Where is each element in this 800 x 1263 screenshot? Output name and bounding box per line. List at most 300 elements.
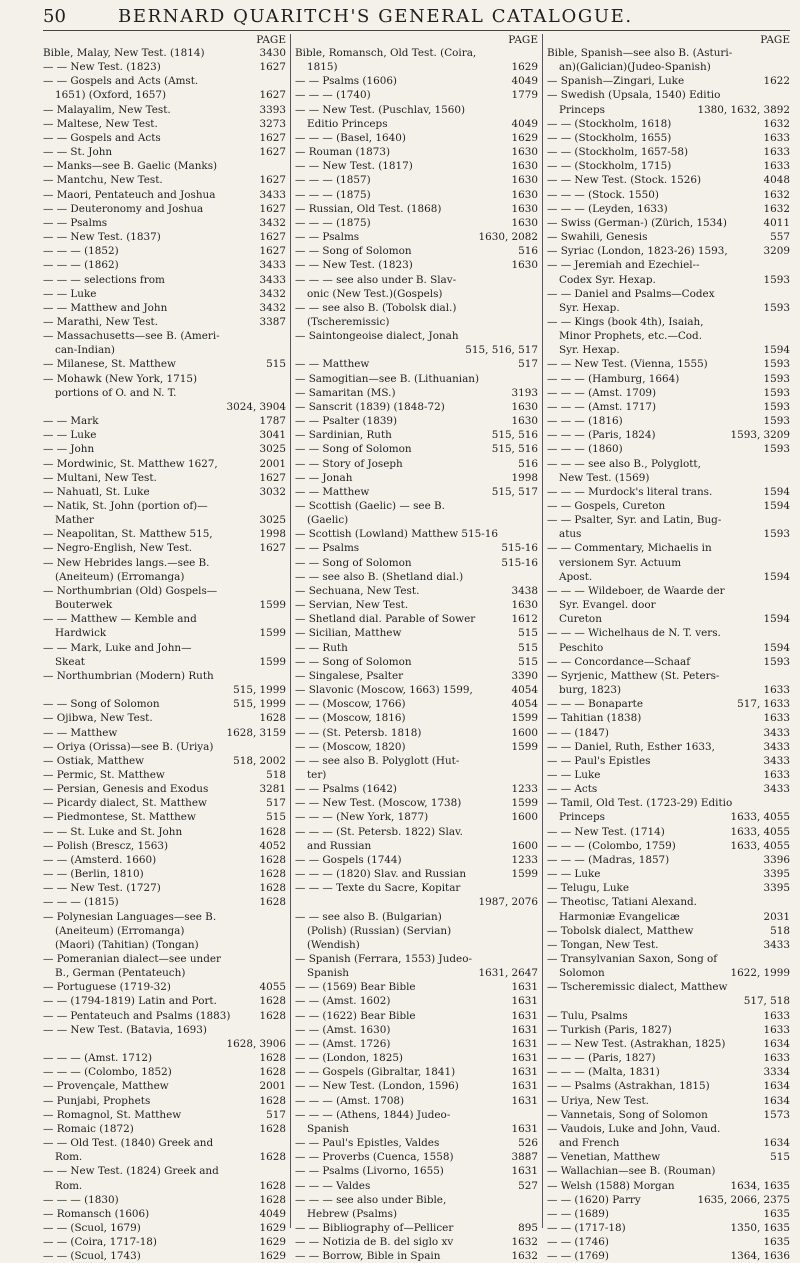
catalogue-entry — [295, 641, 538, 655]
catalogue-entry — [295, 1094, 538, 1108]
entry-page-ref: 1593 — [763, 415, 790, 428]
entry-text: — — — (Colombo, 1852) — [43, 1066, 172, 1079]
entry-text: Princeps — [559, 811, 605, 824]
entry-page-ref: 516 — [518, 245, 538, 258]
entry-text: — — — (Colombo, 1759) — [547, 839, 676, 852]
catalogue-entry — [295, 1207, 538, 1221]
entry-page-ref: 3025 — [259, 514, 286, 527]
catalogue-entry — [547, 315, 790, 329]
entry-page-ref — [787, 1164, 790, 1178]
catalogue-entry — [43, 103, 286, 117]
entry-text: — — Commentary, Michaelis in — [547, 542, 712, 555]
catalogue-entry — [295, 273, 538, 287]
catalogue-entry — [43, 145, 286, 159]
entry-text: — Northumbrian (Modern) Ruth — [43, 669, 214, 682]
entry-text: Bible, Spanish—see also B. (Asturi- — [547, 47, 733, 59]
entry-page-ref: 1593, 3209 — [730, 429, 790, 442]
entry-text: — — — (Amst. 1717) — [547, 400, 657, 413]
catalogue-entry — [43, 1094, 286, 1108]
catalogue-entry — [295, 117, 538, 131]
catalogue-entry — [295, 541, 538, 555]
entry-page-ref: 1629 — [259, 1236, 286, 1249]
catalogue-entry — [43, 216, 286, 230]
entry-text: — Syriac (London, 1823-26) 1593, — [547, 245, 728, 258]
entry-text: — — (1794-1819) Latin and Port. — [43, 995, 217, 1008]
entry-text: — — — (Athens, 1844) Judeo- — [295, 1108, 451, 1121]
entry-text: — — Luke — [43, 287, 97, 300]
page-title: BERNARD QUARITCH'S GENERAL CATALOGUE. — [118, 6, 633, 27]
entry-text: — Pomeranian dialect—see under — [43, 953, 222, 965]
entry-page-ref: 1987, 2076 — [478, 896, 538, 909]
catalogue-entry — [547, 641, 790, 655]
entry-page-ref — [283, 641, 286, 655]
catalogue-entry — [547, 301, 790, 315]
catalogue-entry — [295, 471, 538, 485]
catalogue-entry — [43, 626, 286, 640]
entry-page-ref: 515-16 — [501, 542, 538, 555]
page-header — [0, 0, 800, 36]
catalogue-entry — [547, 329, 790, 343]
entry-text: — — — (Amst. 1708) — [295, 1094, 405, 1107]
entry-text: — New Hebrides langs.—see B. — [43, 556, 210, 569]
entry-text: portions of O. and N. T. — [55, 386, 177, 399]
entry-text: — — St. John — [43, 146, 113, 159]
entry-page-ref: 3887 — [511, 1151, 538, 1164]
catalogue-entry — [295, 159, 538, 173]
catalogue-entry — [295, 669, 538, 683]
entry-text: — — — (1862) — [43, 259, 119, 272]
catalogue-entry — [295, 357, 538, 371]
entry-text: — — New Test. (Astrakhan, 1825) — [547, 1037, 726, 1050]
catalogue-entry — [295, 230, 538, 244]
entry-page-ref: 3432 — [259, 216, 286, 229]
catalogue-entry — [43, 315, 286, 329]
entry-text: — Theotisc, Tatiani Alexand. — [547, 896, 697, 909]
entry-text: — — New Test. (1714) — [547, 825, 665, 838]
catalogue-entry — [547, 159, 790, 173]
catalogue-entry — [43, 910, 286, 924]
entry-page-ref: 1627 — [259, 131, 286, 144]
entry-page-ref: 1628 — [259, 1009, 286, 1022]
entry-page-ref — [283, 966, 286, 980]
catalogue-entry — [547, 1023, 790, 1037]
catalogue-entry — [295, 513, 538, 527]
catalogue-entry — [295, 825, 538, 839]
catalogue-entry — [295, 867, 538, 881]
entry-text: — — New Test. (London, 1596) — [295, 1080, 459, 1093]
catalogue-entry — [43, 655, 286, 669]
catalogue-entry — [295, 428, 538, 442]
entry-page-ref: 1631 — [511, 1037, 538, 1050]
entry-page-ref: 1593 — [763, 655, 790, 668]
entry-page-ref: 518 — [266, 768, 286, 781]
entry-page-ref: 1633, 4055 — [730, 839, 790, 852]
entry-page-ref — [283, 499, 286, 513]
entry-page-ref: 3041 — [259, 429, 286, 442]
catalogue-entry — [547, 867, 790, 881]
entry-text: — — (1622) Bear Bible — [295, 1009, 416, 1022]
entry-page-ref: 1594 — [763, 344, 790, 357]
catalogue-entry — [295, 386, 538, 400]
entry-page-ref: 557 — [770, 231, 790, 244]
entry-page-ref — [283, 924, 286, 938]
entry-text: — Rouman (1873) — [295, 146, 391, 159]
catalogue-entry — [43, 697, 286, 711]
entry-page-ref: 1628 — [259, 995, 286, 1008]
entry-text: — — (Amst. 1602) — [295, 995, 391, 1008]
entry-text: New Test. (1569) — [559, 471, 650, 484]
entry-page-ref: 1627 — [259, 471, 286, 484]
entry-page-ref — [283, 74, 286, 88]
entry-page-ref: 1599 — [259, 599, 286, 612]
entry-text: Harmoniæ Evangelicæ — [559, 910, 680, 923]
entry-page-ref: 1630 — [511, 216, 538, 229]
entry-page-ref: 515, 516, 517 — [465, 344, 538, 357]
entry-text: — — Old Test. (1840) Greek and — [43, 1137, 214, 1150]
entry-text: — — — (1875) — [295, 216, 371, 229]
entry-page-ref: 1631 — [511, 1080, 538, 1093]
entry-text: Minor Prophets, etc.—Cod. — [559, 330, 702, 343]
entry-page-ref: 1627 — [259, 146, 286, 159]
entry-text: — — Song of Solomon — [43, 698, 160, 711]
catalogue-entry — [295, 1037, 538, 1051]
entry-page-ref: 1628 — [259, 1179, 286, 1192]
entry-page-ref: 1635, 2066, 2375 — [697, 1193, 790, 1206]
entry-page-ref — [787, 952, 790, 966]
entry-text: — — (1569) Bear Bible — [295, 981, 416, 994]
catalogue-column-2 — [290, 34, 542, 1263]
entry-page-ref: 4049 — [511, 75, 538, 88]
entry-text: onic (New Test.)(Gospels) — [307, 287, 443, 300]
entry-page-ref: 515, 1999 — [233, 698, 286, 711]
catalogue-entry — [43, 768, 286, 782]
entry-page-ref — [535, 1108, 538, 1122]
catalogue-entry — [547, 513, 790, 527]
catalogue-entry — [547, 994, 790, 1008]
entry-text: — — New Test. (1727) — [43, 882, 161, 895]
entry-page-ref: 1629 — [511, 131, 538, 144]
entry-text: — — Psalms — [295, 231, 360, 244]
entry-page-ref: 517 — [518, 358, 538, 371]
entry-page-ref: 3390 — [511, 669, 538, 682]
entry-text: — — — Wildeboer, de Waarde der — [547, 584, 725, 597]
catalogue-entry — [295, 258, 538, 272]
entry-text: — — — (Amst. 1709) — [547, 386, 657, 399]
catalogue-entry — [547, 754, 790, 768]
entry-text: — — Matthew — Kemble and — [43, 613, 197, 626]
entry-text: — Provençale, Matthew — [43, 1080, 169, 1093]
entry-page-ref: 1631 — [511, 1066, 538, 1079]
entry-page-ref: 1633 — [763, 1009, 790, 1022]
catalogue-entry — [547, 202, 790, 216]
page-number: 50 — [43, 6, 66, 27]
entry-page-ref — [787, 626, 790, 640]
catalogue-entry — [295, 103, 538, 117]
catalogue-entry — [43, 924, 286, 938]
catalogue-entry — [295, 216, 538, 230]
entry-page-ref — [535, 499, 538, 513]
catalogue-entry — [295, 782, 538, 796]
catalogue-entry — [295, 881, 538, 895]
entry-page-ref: 1599 — [259, 627, 286, 640]
catalogue-entry — [547, 740, 790, 754]
entry-page-ref: 4049 — [259, 1207, 286, 1220]
entry-page-ref: 1622 — [763, 75, 790, 88]
entry-text: — — — (Leyden, 1633) — [547, 202, 668, 215]
entry-text: — Milanese, St. Matthew — [43, 358, 176, 371]
entry-page-ref: 1593 — [763, 400, 790, 413]
catalogue-entry — [43, 1065, 286, 1079]
catalogue-entry — [43, 683, 286, 697]
entry-page-ref: 1630 — [511, 202, 538, 215]
catalogue-entry — [43, 258, 286, 272]
catalogue-entry — [547, 768, 790, 782]
catalogue-entry — [295, 173, 538, 187]
entry-text: — — (Coira, 1717-18) — [43, 1236, 157, 1249]
catalogue-entry — [295, 952, 538, 966]
entry-text: — — New Test. (Puschlav, 1560) — [295, 103, 466, 116]
catalogue-entry — [43, 244, 286, 258]
entry-text: — Uriya, New Test. — [547, 1094, 649, 1107]
entry-page-ref: 1594 — [763, 500, 790, 512]
entry-text: — — — (Malta, 1831) — [547, 1066, 660, 1079]
catalogue-entry — [43, 584, 286, 598]
catalogue-entry — [43, 952, 286, 966]
catalogue-entry — [295, 994, 538, 1008]
catalogue-entry — [295, 910, 538, 924]
entry-page-ref: 3334 — [763, 1066, 790, 1079]
entry-text: — — — (1740) — [295, 89, 371, 102]
entry-text: Hardwick — [55, 627, 107, 640]
entry-text: — — — Bonaparte — [547, 698, 643, 711]
entry-text: — — Story of Joseph — [295, 457, 403, 470]
catalogue-entry — [43, 641, 286, 655]
catalogue-entry — [43, 980, 286, 994]
catalogue-entry — [547, 74, 790, 88]
entry-text: — — Concordance—Schaaf — [547, 655, 691, 668]
entry-text: — — — (1875) — [295, 188, 371, 201]
entry-text: — — Matthew and John — [43, 301, 168, 314]
entry-page-ref: 1632 — [763, 188, 790, 201]
entry-text: — Maori, Pentateuch and Joshua — [43, 188, 216, 201]
catalogue-entry — [547, 1164, 790, 1178]
entry-page-ref — [283, 343, 286, 357]
catalogue-entry — [547, 1108, 790, 1122]
entry-text: — — Gospels (1744) — [295, 853, 402, 866]
catalogue-entry — [547, 626, 790, 640]
catalogue-entry — [547, 117, 790, 131]
entry-page-ref: 1629 — [511, 61, 538, 74]
catalogue-entry — [295, 457, 538, 471]
catalogue-entry — [547, 1150, 790, 1164]
entry-page-ref — [787, 287, 790, 301]
entry-page-ref: 1594 — [763, 641, 790, 654]
entry-text: — — — (1816) — [547, 415, 623, 428]
entry-text: — — — see also under B. Slav- — [295, 273, 457, 286]
entry-page-ref: 1627 — [259, 542, 286, 555]
entry-text: — — (Scuol, 1743) — [43, 1250, 141, 1263]
entry-page-ref: 1628, 3906 — [226, 1037, 286, 1050]
entry-text: — Portuguese (1719-32) — [43, 981, 171, 994]
entry-page-ref — [535, 372, 538, 386]
entry-page-ref — [535, 103, 538, 117]
catalogue-entry — [295, 414, 538, 428]
catalogue-entry — [547, 612, 790, 626]
entry-page-ref — [535, 570, 538, 584]
entry-page-ref — [787, 88, 790, 102]
catalogue-entry — [43, 428, 286, 442]
entry-page-ref — [787, 796, 790, 810]
entry-text: — Sardinian, Ruth — [295, 429, 392, 442]
catalogue-entry — [295, 74, 538, 88]
entry-text: — — — Murdock's literal trans. — [547, 485, 713, 498]
entry-page-ref: 1632 — [763, 117, 790, 130]
catalogue-column-1 — [43, 34, 290, 1263]
entry-page-ref: 1233 — [511, 853, 538, 866]
entry-text: — Romaic (1872) — [43, 1122, 134, 1135]
entry-text: Hebrew (Psalms) — [307, 1207, 398, 1220]
catalogue-entry — [43, 343, 286, 357]
catalogue-entry — [547, 244, 790, 258]
entry-text: — — New Test. (1824) Greek and — [43, 1165, 219, 1178]
catalogue-entry — [295, 1051, 538, 1065]
catalogue-entry — [547, 343, 790, 357]
catalogue-entry — [295, 343, 538, 357]
catalogue-entry — [547, 400, 790, 414]
entry-page-ref: 895 — [518, 1221, 538, 1234]
catalogue-entry — [43, 541, 286, 555]
catalogue-entry — [43, 60, 286, 74]
catalogue-entry — [547, 414, 790, 428]
catalogue-entry — [43, 117, 286, 131]
catalogue-entry — [547, 853, 790, 867]
catalogue-entry — [547, 669, 790, 683]
entry-text: — — New Test. (Stock. 1526) — [547, 174, 702, 187]
catalogue-entry — [547, 46, 790, 60]
entry-page-ref: 1635 — [763, 1207, 790, 1220]
entry-text: — Spanish—Zingari, Luke — [547, 75, 685, 88]
catalogue-entry — [295, 853, 538, 867]
entry-text: Apost. — [559, 570, 593, 583]
entry-page-ref — [283, 910, 286, 924]
entry-page-ref: 1633, 4055 — [730, 811, 790, 824]
entry-page-ref: 1634 — [763, 1094, 790, 1107]
catalogue-entry — [295, 556, 538, 570]
entry-page-ref — [535, 315, 538, 329]
entry-page-ref — [283, 740, 286, 754]
entry-text: — Mordwinic, St. Matthew 1627, — [43, 457, 218, 470]
catalogue-entry — [547, 796, 790, 810]
entry-text: — Samaritan (MS.) — [295, 386, 396, 399]
entry-text: — Negro-English, New Test. — [43, 542, 193, 555]
entry-page-ref: 1634, 1635 — [730, 1179, 790, 1192]
entry-text: — Tamil, Old Test. (1723-29) Editio — [547, 797, 733, 810]
entry-page-ref: 1627 — [259, 174, 286, 187]
entry-page-ref — [283, 1164, 286, 1178]
entry-page-ref — [787, 541, 790, 555]
catalogue-entry — [295, 810, 538, 824]
entry-text: — Romansch (1606) — [43, 1207, 150, 1220]
entry-page-ref: 1628 — [259, 1052, 286, 1065]
entry-page-ref: 3433 — [763, 938, 790, 951]
catalogue-entry — [43, 810, 286, 824]
entry-page-ref: 1350, 1635 — [730, 1221, 790, 1234]
entry-page-ref: 1628 — [259, 868, 286, 881]
entry-page-ref: 1593 — [763, 358, 790, 371]
entry-text: — Welsh (1588) Morgan — [547, 1179, 675, 1192]
catalogue-entry — [547, 88, 790, 102]
entry-page-ref: 3438 — [511, 584, 538, 597]
entry-text: — — Gospels (Gibraltar, 1841) — [295, 1066, 456, 1079]
entry-text: B., German (Pentateuch) — [55, 967, 186, 980]
entry-page-ref: 1633, 4055 — [730, 825, 790, 838]
catalogue-entry — [295, 895, 538, 909]
catalogue-entry — [547, 881, 790, 895]
entry-page-ref: 3396 — [763, 853, 790, 866]
entry-text: — Syrjenic, Matthew (St. Peters- — [547, 669, 720, 682]
catalogue-entry — [43, 159, 286, 173]
entry-page-ref — [283, 1023, 286, 1037]
catalogue-entry — [547, 697, 790, 711]
entry-text: — Marathi, New Test. — [43, 315, 159, 328]
entry-text: — — Jeremiah and Ezechiel-- — [547, 259, 700, 272]
catalogue-entry — [43, 1108, 286, 1122]
catalogue-entry — [43, 485, 286, 499]
entry-page-ref: 1627 — [259, 202, 286, 215]
catalogue-entry — [547, 230, 790, 244]
entry-page-ref: 1628 — [259, 1094, 286, 1107]
entry-page-ref: 1631 — [511, 1122, 538, 1135]
entry-text: Princeps — [559, 103, 605, 116]
entry-page-ref: 1631 — [511, 1165, 538, 1178]
catalogue-entry — [43, 230, 286, 244]
entry-text: Syr. Hexap. — [559, 344, 620, 357]
entry-text: — Manks—see B. Gaelic (Manks) — [43, 160, 218, 173]
entry-text: — Ojibwa, New Test. — [43, 712, 153, 725]
entry-page-ref: 515 — [518, 627, 538, 640]
entry-page-ref — [535, 938, 538, 952]
entry-page-ref: 1627 — [259, 61, 286, 74]
entry-text: — — (Stockholm, 1655) — [547, 131, 672, 144]
catalogue-entry — [43, 400, 286, 414]
entry-text: — — Ruth — [295, 641, 348, 654]
entry-page-ref: 1233 — [511, 783, 538, 796]
entry-page-ref — [535, 1193, 538, 1207]
entry-text: — — Luke — [43, 429, 97, 442]
catalogue-entry — [295, 1164, 538, 1178]
catalogue-entry — [43, 994, 286, 1008]
entry-text: — — Paul's Epistles, Valdes — [295, 1137, 440, 1150]
catalogue-entry — [547, 584, 790, 598]
catalogue-entry — [547, 952, 790, 966]
entry-text: — — Pentateuch and Psalms (1883) — [43, 1009, 231, 1022]
entry-page-ref: 1631 — [511, 995, 538, 1008]
catalogue-entry — [547, 910, 790, 924]
entry-text: — — — (New York, 1877) — [295, 811, 429, 824]
entry-page-ref: 1635 — [763, 1236, 790, 1249]
entry-text: — Turkish (Paris, 1827) — [547, 1023, 672, 1036]
entry-page-ref: 3432 — [259, 287, 286, 300]
entry-text: — Polish (Brescz, 1563) — [43, 839, 169, 852]
column-head: PAGE — [256, 34, 286, 46]
catalogue-entry — [547, 924, 790, 938]
entry-text: — Ostiak, Matthew — [43, 754, 145, 767]
entry-text: — — Bibliography of—Pellicer — [295, 1221, 454, 1234]
catalogue-entry — [547, 372, 790, 386]
catalogue-entry — [547, 428, 790, 442]
entry-text: — Sanscrit (1839) (1848-72) — [295, 400, 445, 413]
entry-text: — — Daniel, Ruth, Esther 1633, — [547, 740, 715, 753]
